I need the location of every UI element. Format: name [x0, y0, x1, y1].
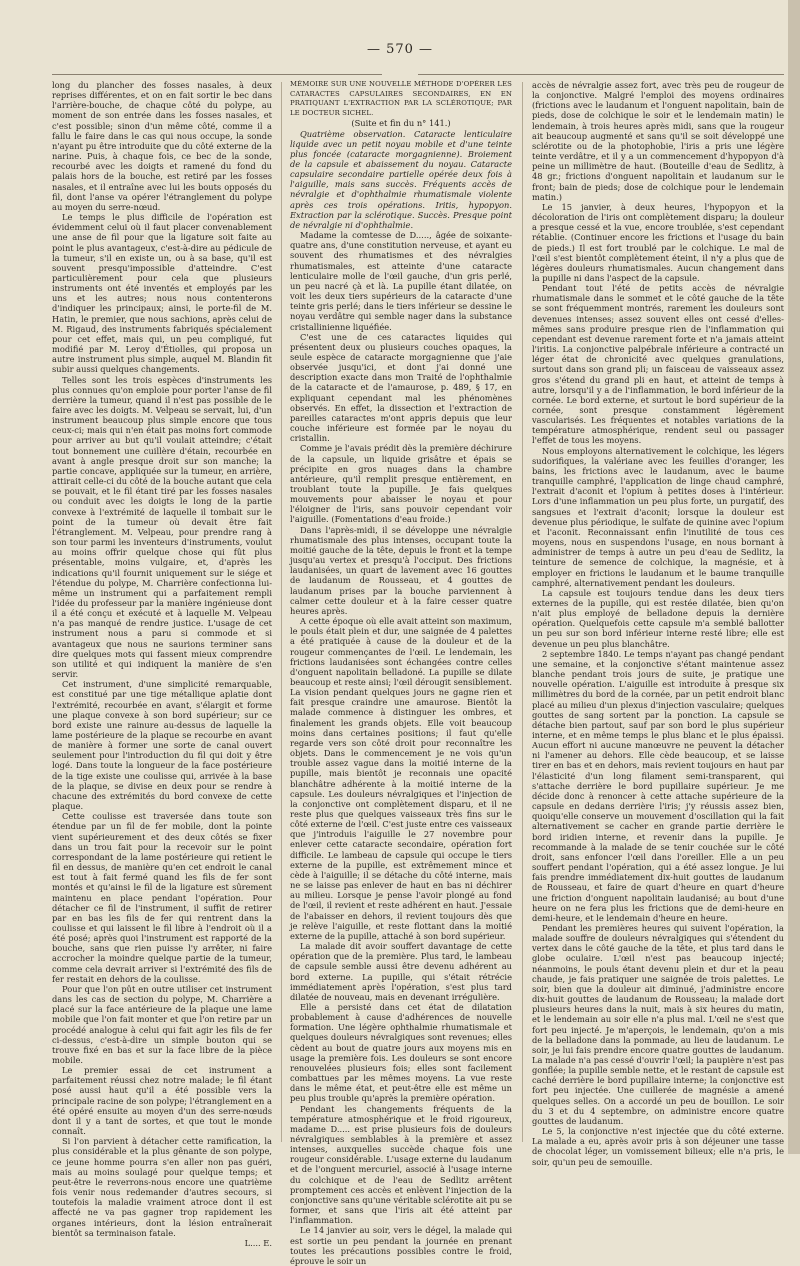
paragraph: Le 5, la conjonctive n'est injectée que du côté externe. La malade a eu, après avoir pris à son déjeuner une tasse de chocolat léger, un vomissement bilieux; elle n'a pris, le soir, qu'un peu de semouille. — [532, 1126, 784, 1167]
paragraph: Pendant les changements fréquents de la température atmosphérique et le froid rigoureux, madame D..... est prise plusieurs fois de douleurs névralgiques semblables à la première et assez intenses, auxquelles succède chaque fois une rougeur considérable. L'usage externe du laudanum et de l'onguent mercuriel, associé à l'usage interne du colchique et de l'eau de Sedlitz arrêtent promptement ces accès et enlèvent l'injection de la conjonctive sans qu'une véritable sclérotite ait pu se former, et sans que l'iris ait été atteint par l'inflammation. — [290, 1103, 512, 1226]
paragraph: C'est une de ces cataractes liquides qui présentent deux ou plusieurs couches opaques, la seule espèce de cataracte morgagnienne que j'aie observée jusqu'ici, et dont j'ai donné une description exacte dans mon Traité de l'ophthalmie de la cataracte et de l'amaurose, p. 489, § 17, en expliquant cependant mal les phénomènes observés. En effet, la dissection et l'extraction de pareilles cataractes m'ont appris depuis que leur couche inférieure est formée par le noyau du cristallin. — [290, 331, 512, 444]
paragraph: accès de névralgie assez fort, avec très peu de rougeur de la conjonctive. Malgré l'emploi des moyens ordinaires (frictions avec le laudanum et l'onguent napolitain, bain de pieds, dose de colchique le soir et le lendemain matin) le lendemain, à trois heures après midi, sans que la rougeur ait beaucoup augmenté et sans qu'il se soit développé une sclérotite ou de la photophobie, l'iris a pris une légère teinte verdâtre, et il y a un commencement d'hypopyon d'à peine un millimètre de haut. (Bouteille d'eau de Sedlitz, à 48 gr.; frictions d'onguent napolitain et laudanum sur le front; bain de pieds; dose de colchique pour le lendemain matin.) — [532, 80, 784, 202]
article-title: MÉMOIRE SUR UNE NOUVELLE MÉTHODE D'OPÉRER LES CATARACTES CAPSULAIRES SECONDAIRES, EN EN PRATIQUANT L'EXTRACTION PAR LA SCLÉROTIQUE; PAR LE DOCTEUR SICHEL. — [290, 80, 512, 117]
paragraph: Pendant tout l'été de petits accès de névralgie rhumatismale dans le sommet et le côté gauche de la tête se sont fréquemment montrés, rarement les douleurs sont devenues intenses; assez souvent elles ont cessé d'elles-mêmes sans produire presque rien de l'inflammation qui cependant est devenue rarement forte et n'a jamais atteint l'iritis. La conjonctive palpébrale inférieure a contracté un léger état de chronicité avec quelques granulations, surtout dans son grand pli; un faisceau de vaisseaux assez gros s'étend du grand pli en haut, et atteint de temps à autre, lorsqu'il y a de l'inflammation, le bord inférieur de la cornée. Le bord externe, et surtout le bord supérieur de la cornée, sont presque constamment légèrement vascularisés. Les fréquentes et notables variations de la température atmosphérique, rendent seul ou passager l'effet de tous les moyens. — [532, 283, 784, 446]
header-rule-left — [52, 74, 382, 75]
paragraph: Dans l'après-midi, il se développe une névralgie rhumatismale des plus intenses, occupant toute la moitié gauche de la tête, depuis le front et la tempe jusqu'au vertex et presqu'à l'occiput. Des frictions laudanisées, un quart de lavement avec 16 gouttes de laudanum de Rousseau, et 4 gouttes de laudanum prises par la bouche parviennent à calmer cette douleur et à la faire cesser quatre heures après. — [290, 524, 512, 616]
paragraph: Comme je l'avais prédit dès la première déchirure de la capsule, un liquide grisâtre et épais se précipite en gros nuages dans la chambre antérieure, qu'il remplit presque entièrement, en troublant toute la pupille. Je fais quelques mouvements pour abaisser le noyau et pour l'éloigner de l'iris, sans pouvoir cependant voir l'aiguille. (Fomentations d'eau froide.) — [290, 443, 512, 525]
paragraph: Telles sont les trois espèces d'instruments les plus connues qu'on emploie pour porter l'anse de fil derrière la tumeur, quand il n'est pas possible de le faire avec les doigts. M. Velpeau se servait, lui, d'un instrument beaucoup plus simple encore que tous ceux-ci; mais qui n'en était pas moins fort commode pour arriver au but qu'il voulait atteindre; c'était tout bonnement une cuillère d'étain, recourbée en avant à angle presque droit sur son manche; la partie concave, appliquée sur la tumeur, en arrière, attirait celle-ci du côté de la bouche autant que cela se pouvait, et le fil étant tiré par les fosses nasales ou conduit avec les doigts le long de la partie convexe à l'extrémité de laquelle il tombait sur le point de la tumeur où devait être fait l'étranglement. M. Velpeau, pour prendre rang à son tour parmi les inventeurs d'instruments, voulut au moins offrir quelque chose qui fût plus présentable, moins vulgaire, et, d'après les indications qu'il fournit uniquement sur le siége et l'étendue du polype, M. Charrière confectionna lui-même un instrument qui a parfaitement rempli l'idée du professeur par la manière ingénieuse dont il a été conçu et exécuté et à laquelle M. Velpeau n'a pas manqué de rendre justice. L'usage de cet instrument nous a paru si commode et si avantageux que nous ne saurions terminer sans dire quelques mots qui fassent mieux comprendre son utilité et qui indiquent la manière de s'en servir. — [52, 374, 272, 680]
paragraph: Pendant les premières heures qui suivent l'opération, la malade souffre de douleurs névralgiques qui s'étendent du vertex dans le côté gauche de la tête, et plus tard dans le globe oculaire. L'œil n'est pas beaucoup injecté; néanmoins, le pouls étant devenu plein et dur et la peau chaude, je fais pratiquer une saignée de trois palettes. Le soir, bien que la douleur ait diminué, j'administre encore dix-huit gouttes de laudanum de Rousseau; la malade dort plusieurs heures dans la nuit, mais à six heures du matin, et le lendemain au soir elle n'a plus mal. L'œil ne s'est que fort peu injecté. Je m'aperçois, le lendemain, qu'on a mis de la belladone dans la pommade, au lieu de laudanum. Le soir, je lui fais prendre encore quatre gouttes de laudanum. La malade n'a pas cessé d'ouvrir l'œil; la paupière n'est pas gonflée; la pupille semble nette, et le restant de capsule est caché derrière le bord pupillaire interne; la conjonctive est fort peu injectée. Une cuillerée de magnésie a amené quelques selles. On a accordé un peu de bouillon. Le soir du 3 et du 4 septembre, on administre encore quatre gouttes de laudanum. — [532, 922, 784, 1126]
paragraph: Le 14 janvier au soir, vers le dégel, la malade qui est sortie un peu pendant la journée en prenant toutes les précautions possibles contre le froid, éprouve le soir un — [290, 1225, 512, 1266]
right-column — [532, 80, 784, 1167]
signature: L.... E. — [244, 1237, 272, 1248]
page-edge — [788, 0, 800, 1154]
paragraph: A cette époque où elle avait atteint son maximum, le pouls était plein et dur, une saignée de 4 palettes a été pratiquée à cause de la douleur et de la rougeur commençantes de l'œil. Le lendemain, les frictions laudanisées sont échangées contre celles d'onguent napolitain belladoné. La pupille se dilate beaucoup et reste ainsi; l'œil dérougit sensiblement. La vision pendant quelques jours ne gagne rien et fait presque craindre une amaurose. Bientôt la malade commence à distinguer les ombres, et finalement les grands objets. Elle voit beaucoup moins dans certaines positions; il faut qu'elle regarde vers son côté droit pour reconnaître les objets. Dans le commencement je ne vois qu'un trouble assez vague dans la moitié interne de la pupille, mais bientôt je reconnais une opacité blanchâtre adhérente à la moitié interne de la capsule. Les douleurs névralgiques et l'injection de la conjonctive ont complètement disparu, et il ne reste plus que quelques vaisseaux très fins sur le côté externe de l'œil. C'est juste entre ces vaisseaux que j'introduis l'aiguille le 27 novembre pour enlever cette cataracte secondaire, opération fort difficile. Le lambeau de capsule qui occupe le tiers externe de la pupille, est extrêmement mince et cède à l'aiguille; il se détache du côté interne, mais ne se laisse pas enlever de haut en bas ni déchirer au milieu. Lorsque je pense l'avoir plongé au fond de l'œil, il revient et reste adhérent en haut. J'essaie de l'abaisser en dehors, il revient toujours dès que je relève l'aiguille, et reste flottant dans la moitié externe de la pupille, attaché à son bord supérieur. — [290, 616, 512, 941]
paragraph: Cet instrument, d'une simplicité remarquable, est constitué par une tige métallique aplatie dont l'extrémité, recourbée en avant, s'élargit et forme une plaque convexe à son bord supérieur; sur ce bord existe une rainure au-dessus de laquelle la lame postérieure de la plaque se recourbe en avant de manière à former une sorte de canal ouvert seulement pour l'introduction du fil qui doit y être logé. Dans toute la longueur de la face postérieure de la tige existe une coulisse qui, arrivée à la base de la plaque, se divise en deux pour se rendre à chacune des extrémités du bord convexe de cette plaque. — [52, 679, 272, 812]
continuation-note: (Suite et fin du n° 141.) — [351, 118, 451, 129]
paragraph: Le 15 janvier, à deux heures, l'hypopyon et la décoloration de l'iris ont complètement disparu; la douleur a presque cessé et la vue, encore troublée, s'est cependant rétablie. (Continuer encore les frictions et l'usage du bain de pieds.) Il est fort troublé par le colchique. Le mal de l'œil s'est bientôt complètement éteint, il n'y a plus que de légères douleurs rhumatismales. Aucun changement dans la pupille ni dans l'aspect de la capsule. — [532, 201, 784, 283]
observation-heading: Quatrième observation. Cataracte lenticulaire liquide avec un petit noyau mobile et d'une teinte plus foncée (cataracte morgagnienne). Broiement de la capsule et abaissement du noyau. Cataracte capsulaire secondaire partielle opérée deux fois à l'aiguille, mais sans succès. Fréquents accès de névralgie et d'ophthalmie rhumatismale violente après ces trois opérations. Iritis, hypopyon. Extraction par la sclérotique. Succès. Presque point de névralgie ni d'ophthalmie. — [290, 128, 512, 230]
paragraph: Si l'on parvient à détacher cette ramification, la plus considérable et la plus gênante de son polype, ce jeune homme pourra s'en aller non pas guéri, mais au moins soulagé pour quelque temps; et peut-être le reverrons-nous encore une quatrième fois venir nous redemander d'autres secours, si toutefois la maladie vraiment atroce dont il est affecté ne va pas gagner trop rapidement les organes intérieurs, dont la lésion entraînerait bientôt sa terminaison fatale. — [52, 1136, 272, 1238]
paragraph: Nous employons alternativement le colchique, les légers sudorifiques, la valériane avec les feuilles d'oranger, les bains, les frictions avec le laudanum, avec le baume tranquille camphré, l'application de linge chaud camphré, l'extrait d'aconit et l'opium à petites doses à l'intérieur. Lors d'une inflammation un peu plus forte, un purgatif, des sangsues et l'extrait d'aconit; lorsque la douleur est devenue plus périodique, le sulfate de quinine avec l'opium et l'aconit. Reconnaissant enfin l'inutilité de tous ces moyens, nous en suspendons l'usage, en nous bornant à administrer de temps à autre un peu d'eau de Sedlitz, la teinture de semence de colchique, la magnésie, et à employer en frictions le laudanum et le baume tranquille camphré, alternativement pendant les douleurs. — [532, 445, 784, 588]
middle-column — [290, 80, 512, 1266]
column-divider-2 — [522, 82, 523, 1142]
paragraph: Madame la comtesse de D....., âgée de soixante-quatre ans, d'une constitution nerveuse, et ayant eu souvent des rhumatismes et des névralgies rhumatismales, est atteinte d'une cataracte lenticulaire molle de l'œil gauche, d'un gris perlé, un peu nacré çà et là. La pupille étant dilatée, on voit les deux tiers supérieurs de la cataracte d'une teinte gris perlé; dans le tiers inférieur se dessine le noyau verdâtre qui semble nager dans la substance cristallinienne liquéfiée. — [290, 230, 512, 332]
paragraph: 2 septembre 1840. Le temps n'ayant pas changé pendant une semaine, et la conjonctive s'étant maintenue assez blanche pendant trois jours de suite, je pratique une nouvelle opération. L'aiguille est introduite à presque six millimètres du bord de la cornée, par un petit endroit blanc placé au milieu d'un plexus d'injection vasculaire; quelques gouttes de sang sortent par la ponction. La capsule se détache bien partout, sauf par son bord le plus supérieur interne, et en même temps le plus blanc et le plus épaissi. Aucun effort ni aucune manœuvre ne peuvent la détacher ni l'amener au dehors. Elle cède beaucoup, et se laisse tirer en bas et en dehors, mais revient toujours en haut par l'élasticité d'un long filament semi-transparent, qui s'attache derrière le bord pupillaire supérieur. Je me décide donc à renoncer à cette attache supérieure de la capsule en dedans derrière l'iris; j'y réussis assez bien, quoiqu'elle conserve un mouvement d'oscillation qui la fait alternativement se cacher en grande partie derrière le bord iridien interne, et revenir dans la pupille. Je recommande à la malade de se tenir couchée sur le côté droit, sans enfoncer l'œil dans l'oreiller. Elle a un peu souffert pendant l'opération, qui a été assez longue. Je lui fais prendre immédiatement dix-huit gouttes de laudanum de Rousseau, et faire de quart d'heure en quart d'heure une friction d'onguent napolitain laudanisé; au bout d'une heure on ne fera plus les frictions que de demi-heure en demi-heure, et le lendemain d'heure en heure. — [532, 648, 784, 923]
page-number: — 570 — — [366, 42, 434, 57]
paragraph: Cette coulisse est traversée dans toute son étendue par un fil de fer mobile, dont la pointe vient supérieurement et des deux côtés se fixer dans un trou fait pour la recevoir sur le point correspondant de la lame postérieure qui retient le fil en dessus, de manière qu'en cet endroit le canal est tout à fait fermé quand les fils de fer sont montés et qu'ainsi le fil de la ligature est sûrement maintenu en place pendant l'opération. Pour détacher ce fil de l'instrument, il suffit de retirer par en bas les fils de fer qui rentrent dans la coulisse et qui laissent le fil libre à l'endroit où il a été posé; après quoi l'instrument est rapporté de la bouche, sans que rien puisse l'y arrêter, ni faire accrocher la moindre quelque partie de la tumeur, comme cela devrait arriver si l'extrémité des fils de fer restait en dehors de la coulisse. — [52, 811, 272, 984]
paragraph: La malade dit avoir souffert davantage de cette opération que de la première. Plus tard, le lambeau de capsule semble aussi être devenu adhérent au bord externe. La pupille, qui s'était rétrécie immédiatement après l'opération, s'est plus tard dilatée de nouveau, mais en devenant irrégulière. — [290, 941, 512, 1002]
paragraph: Le temps le plus difficile de l'opération est évidemment celui où il faut placer convenablement une anse de fil pour que la ligature soit faite au point le plus avantageux, c'est-à-dire au pédicule de la tumeur, s'il en existe un, ou à sa base, qu'il est souvent presqu'impossible d'atteindre. C'est particulièrement pour cela que plusieurs instruments ont été inventés et employés par les uns et les autres; nous nous contenterons d'indiquer les principaux; ainsi, le porte-fil de M. Hatin, le premier, que nous sachions, après celui de M. Rigaud, des instruments fabriqués spécialement pour cet effet, mais qui, un peu compliqué, fut modifié par M. Leroy d'Étiolles, qui proposa un autre instrument plus simple, auquel M. Blandin fit subir aussi quelques changements. — [52, 212, 272, 375]
paragraph: Pour que l'on pût en outre utiliser cet instrument dans les cas de section du polype, M. Charrière a placé sur la face antérieure de la plaque une lame mobile que l'on fait monter et que l'on retire par un procédé analogue à celui qui fait agir les fils de fer ci-dessus, c'est-à-dire un simple bouton qui se trouve fixé en bas et sur la face libre de la pièce mobile. — [52, 983, 272, 1065]
header-rule-right — [418, 74, 784, 75]
paragraph: Le premier essai de cet instrument a parfaitement réussi chez notre malade; le fil étant posé aussi haut qu'il a été possible vers la principale racine de son polype; l'étranglement en a été opéré ensuite au moyen d'un des serre-nœuds dont il y a tant de sortes, et que tout le monde connaît. — [52, 1065, 272, 1137]
paragraph: Elle a persisté dans cet état de dilatation probablement à cause d'adhérences de nouvelle formation. Une légère ophthalmie rhumatismale et quelques douleurs névralgiques sont revenues; elles cèdent au bout de quatre jours aux moyens mis en usage la première fois. Les douleurs se sont encore renouvelées plusieurs fois; elles sont facilement combattues par les mêmes moyens. La vue reste dans le même état, et peut-être elle est même un peu plus trouble qu'après la première opération. — [290, 1001, 512, 1104]
paragraph: La capsule est toujours tendue dans les deux tiers externes de la pupille, qui est restée dilatée, bien qu'on n'ait plus employé de belladone depuis la dernière opération. Quelquefois cette capsule m'a semblé ballotter un peu sur son bord inférieur interne resté libre; elle est devenue un peu plus blanchâtre. — [532, 587, 784, 649]
left-column — [52, 80, 272, 1248]
column-divider-1 — [281, 82, 282, 1142]
paragraph: long du plancher des fosses nasales, à deux reprises différentes, et on en fait sortir le bec dans l'arrière-bouche, de chaque côté du polype, au moment de son entrée dans les fosses nasales, et c'est possible; sinon d'un même côté, comme il a fallu le faire dans le cas qui nous occupe, la sonde n'ayant pu être introduite que du côté externe de la narine. Puis, à chaque fois, ce bec de la sonde, recourbé avec les doigts et ramené du fond du palais hors de la bouche, est retiré par les fosses nasales, et il entraîne avec lui les bouts opposés du fil, dont l'anse va opérer l'étranglement du polype au moyen du serre-nœud. — [52, 80, 272, 212]
